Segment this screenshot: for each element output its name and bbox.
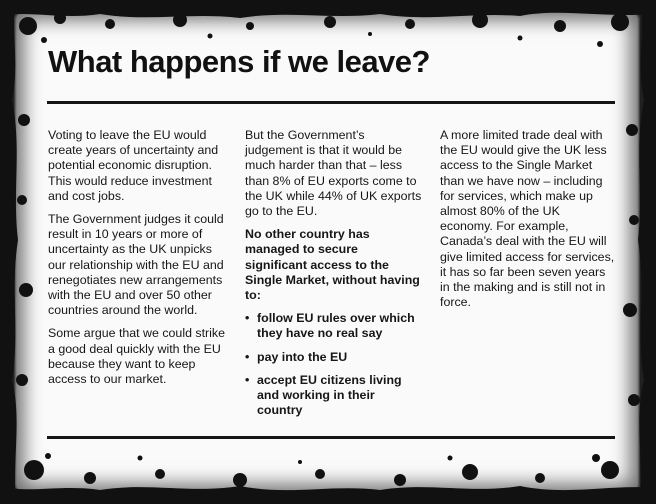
paragraph: But the Government’s judgement is that it would be much harder than that – less than 8% of EU exports come to the UK while 44% of UK exports go to the EU.	[245, 128, 422, 219]
list-item	[245, 311, 423, 341]
paragraph: A more limited trade deal with the EU would give the UK less access to the Single Market than we have now – including for services, which make up almost 80% of the UK economy. For example, Canada’s deal with the EU will give limited access for services, it has so far been seven years in the making and is still not in force.	[440, 128, 615, 310]
paragraph: The Government judges it could result in 10 years or more of uncertainty as the UK unpicks our relationship with the EU and renegotiates new arrangements with the EU and over 50 other countries around the world.	[48, 212, 224, 318]
list-item-text: follow EU rules over which they have no real say	[257, 311, 415, 341]
paragraph: Voting to leave the EU would create years of uncertainty and potential economic disruption. This would reduce investment and cost jobs.	[48, 128, 219, 203]
bullet-icon: •	[245, 372, 250, 387]
column-2	[245, 128, 423, 426]
bullet-icon: •	[245, 349, 250, 364]
paragraph: Some argue that we could strike a good deal quickly with the EU because they want to keep access to our market.	[48, 326, 226, 387]
page-title: What happens if we leave?	[48, 44, 430, 79]
top-divider	[47, 101, 615, 104]
column-1	[48, 128, 228, 395]
list-item	[245, 350, 423, 365]
list-item-text: accept EU citizens living and working in their country	[257, 372, 402, 418]
bold-intro: No other country has managed to secure significant access to the Single Market, without having to:	[245, 227, 420, 303]
bullet-list	[245, 311, 423, 418]
column-3	[440, 128, 616, 318]
bottom-divider	[47, 436, 615, 439]
list-item	[245, 373, 423, 419]
list-item-text: pay into the EU	[257, 349, 348, 364]
bullet-icon: •	[245, 311, 250, 326]
